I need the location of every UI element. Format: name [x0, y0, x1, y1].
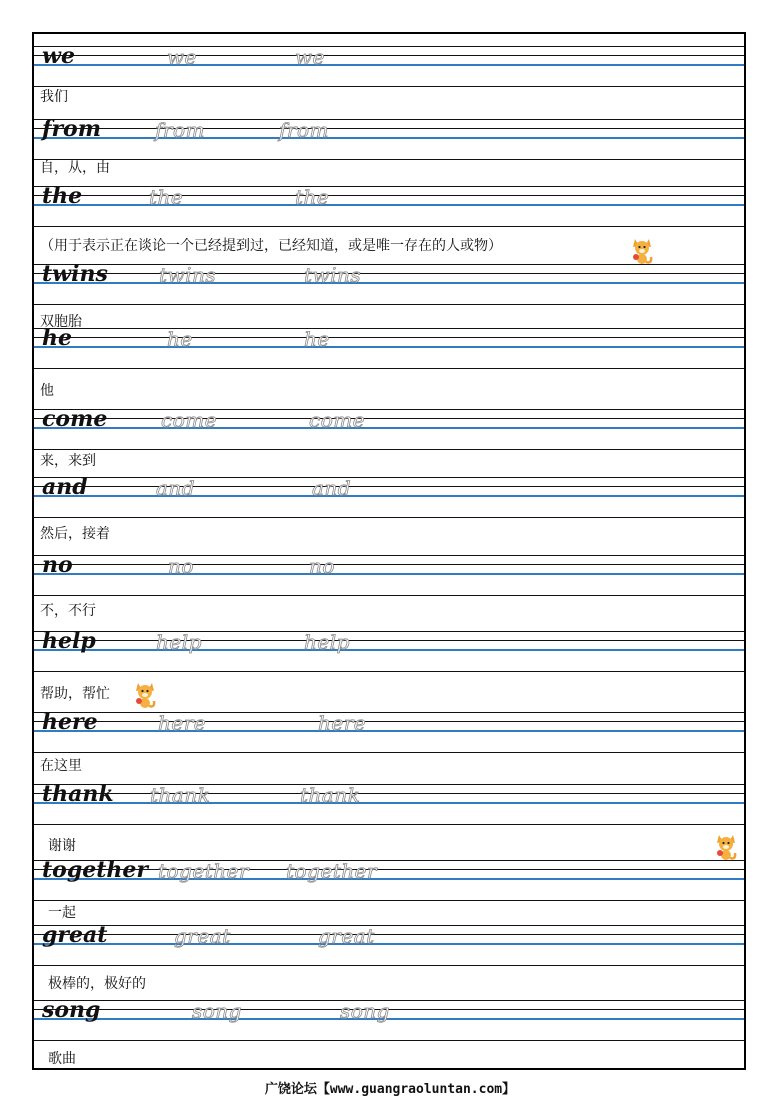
vocab-word: song	[42, 997, 101, 1023]
trace-word: thank	[150, 783, 211, 807]
baseline-guide	[34, 573, 744, 575]
vocab-word: come	[42, 406, 108, 432]
vocab-word: help	[42, 628, 96, 654]
guide-line	[34, 226, 744, 227]
guide-line	[34, 517, 744, 518]
guide-line	[34, 195, 744, 196]
vocab-word: thank	[42, 781, 114, 807]
word-meaning: 我们	[40, 89, 68, 105]
fox-mascot-icon	[630, 236, 654, 266]
trace-word: no	[309, 554, 335, 578]
baseline-guide	[34, 802, 744, 804]
baseline-guide	[34, 346, 744, 348]
baseline-guide	[34, 427, 744, 429]
vocab-word: the	[42, 183, 83, 209]
guide-line	[34, 273, 744, 274]
trace-word: from	[155, 118, 205, 142]
guide-line	[34, 477, 744, 478]
guide-line	[34, 449, 744, 450]
trace-word: great	[318, 924, 375, 948]
guide-line	[34, 752, 744, 753]
vocab-word: he	[42, 325, 72, 351]
guide-line	[34, 671, 744, 672]
guide-line	[34, 304, 744, 305]
trace-word: and	[312, 476, 352, 500]
word-meaning: 谢谢	[48, 838, 76, 854]
guide-line	[34, 368, 744, 369]
fox-mascot-icon	[133, 680, 157, 710]
guide-line	[34, 159, 744, 160]
guide-line	[34, 631, 744, 632]
vocab-word: we	[42, 43, 75, 69]
baseline-guide	[34, 64, 744, 66]
worksheet	[32, 32, 746, 1070]
guide-line	[34, 486, 744, 487]
guide-line	[34, 128, 744, 129]
vocab-word: together	[42, 857, 148, 883]
trace-word: together	[286, 859, 378, 883]
trace-word: he	[304, 327, 330, 351]
vocab-word: great	[42, 922, 108, 948]
trace-word: song	[192, 999, 242, 1023]
baseline-guide	[34, 495, 744, 497]
trace-word: the	[149, 185, 184, 209]
guide-line	[34, 721, 744, 722]
trace-word: here	[158, 711, 207, 735]
guide-line	[34, 934, 744, 935]
word-meaning: 双胞胎	[40, 314, 82, 330]
trace-word: we	[167, 45, 197, 69]
guide-line	[34, 337, 744, 338]
guide-line	[34, 824, 744, 825]
guide-line	[34, 712, 744, 713]
guide-line	[34, 640, 744, 641]
word-meaning: （用于表示正在谈论一个已经提到过，已经知道，或是唯一存在的人或物）	[40, 238, 502, 254]
trace-word: here	[318, 711, 367, 735]
trace-word: song	[340, 999, 390, 1023]
vocab-word: twins	[42, 261, 108, 287]
trace-word: no	[168, 554, 194, 578]
guide-line	[34, 564, 744, 565]
trace-word: help	[156, 630, 202, 654]
word-meaning: 在这里	[40, 758, 82, 774]
baseline-guide	[34, 730, 744, 732]
trace-word: we	[295, 45, 325, 69]
trace-word: help	[304, 630, 350, 654]
guide-line	[34, 328, 744, 329]
word-meaning: 帮助，帮忙	[40, 686, 110, 702]
trace-word: he	[167, 327, 193, 351]
word-meaning: 他	[40, 383, 54, 399]
trace-word: twins	[304, 263, 362, 287]
guide-line	[34, 186, 744, 187]
trace-word: thank	[300, 783, 361, 807]
baseline-guide	[34, 943, 744, 945]
guide-line	[34, 119, 744, 120]
word-meaning: 歌曲	[48, 1051, 76, 1067]
trace-word: together	[158, 859, 250, 883]
fox-mascot-icon	[714, 832, 738, 862]
guide-line	[34, 86, 744, 87]
guide-line	[34, 900, 744, 901]
guide-line	[34, 55, 744, 56]
word-meaning: 一起	[48, 905, 76, 921]
vocab-word: from	[42, 116, 102, 142]
guide-line	[34, 555, 744, 556]
guide-line	[34, 595, 744, 596]
word-meaning: 然后，接着	[40, 526, 110, 542]
guide-line	[34, 1040, 744, 1041]
vocab-word: here	[42, 709, 98, 735]
trace-word: twins	[159, 263, 217, 287]
baseline-guide	[34, 204, 744, 206]
baseline-guide	[34, 282, 744, 284]
word-meaning: 不，不行	[40, 603, 96, 619]
trace-word: the	[295, 185, 330, 209]
baseline-guide	[34, 649, 744, 651]
guide-line	[34, 418, 744, 419]
word-meaning: 来，来到	[40, 453, 96, 469]
trace-word: great	[174, 924, 231, 948]
guide-line	[34, 409, 744, 410]
guide-line	[34, 925, 744, 926]
footer-credit: 广饶论坛【www.guangraoluntan.com】	[264, 1082, 516, 1097]
trace-word: come	[161, 408, 218, 432]
vocab-word: and	[42, 474, 88, 500]
trace-word: from	[279, 118, 329, 142]
word-meaning: 极棒的，极好的	[48, 976, 146, 992]
trace-word: come	[309, 408, 366, 432]
vocab-word: no	[42, 552, 73, 578]
trace-word: and	[156, 476, 196, 500]
baseline-guide	[34, 137, 744, 139]
guide-line	[34, 965, 744, 966]
guide-line	[34, 46, 744, 47]
word-meaning: 自，从，由	[40, 160, 110, 176]
guide-line	[34, 784, 744, 785]
guide-line	[34, 793, 744, 794]
